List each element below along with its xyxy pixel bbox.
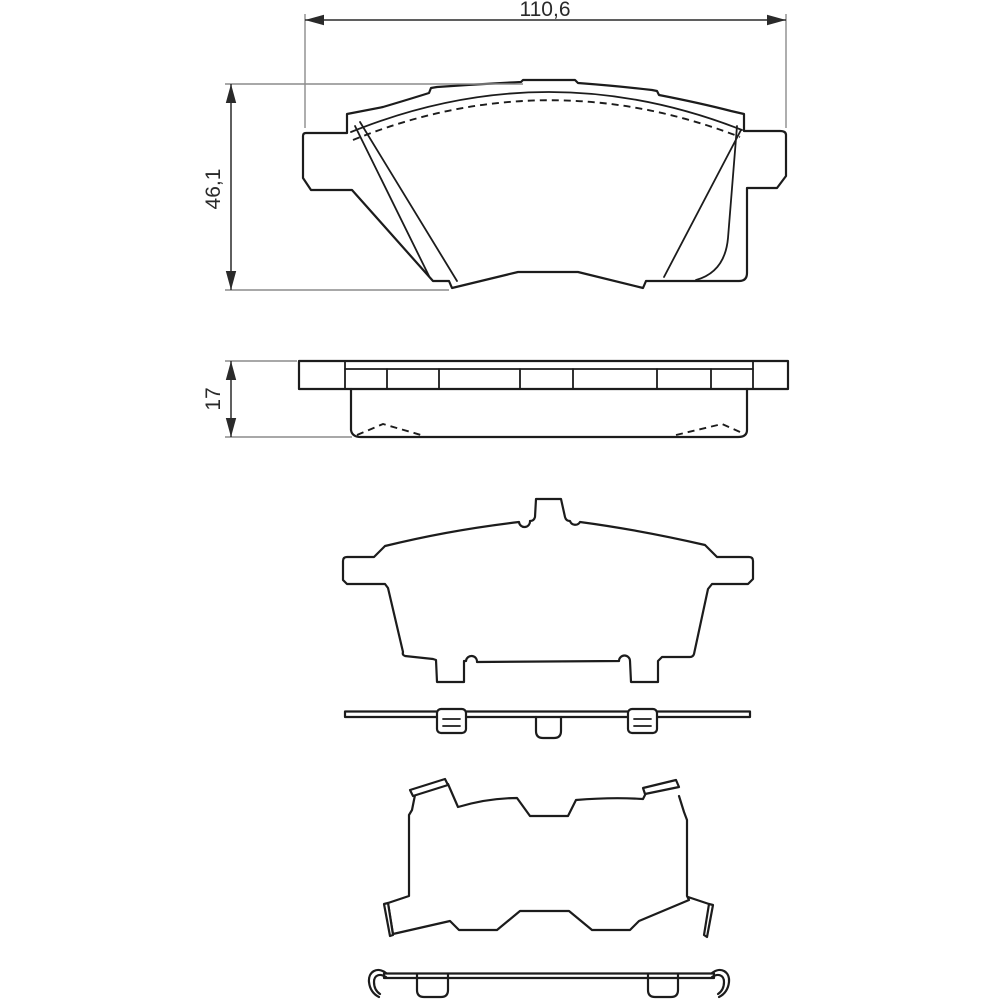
retainer-partial-view — [369, 970, 729, 997]
friction-block — [351, 389, 747, 437]
shim-plate-contour — [388, 784, 709, 934]
backplate-contour — [343, 499, 753, 682]
left-clip — [437, 709, 466, 733]
extension-line — [225, 84, 523, 290]
pad-rear-view — [303, 80, 786, 288]
friction-chamfer-left — [357, 424, 421, 435]
clip-body — [437, 709, 466, 733]
shim-strip-view — [345, 709, 750, 738]
thickness-dimension-label: 17 — [202, 387, 225, 411]
arrowhead-bottom — [226, 418, 236, 437]
arrowhead-bottom — [226, 271, 236, 290]
corner-tab-bottom-left — [384, 903, 393, 936]
corner-tab-top-left — [410, 779, 448, 796]
friction-right-chamfer — [664, 126, 741, 280]
shim-plate-view — [384, 779, 713, 937]
corner-tab-top-right — [643, 780, 679, 794]
arrowhead-top — [226, 84, 236, 103]
friction-wear-line — [353, 100, 740, 140]
friction-left-chamfer — [355, 122, 457, 281]
retainer-bar — [384, 974, 714, 979]
friction-chamfer-right — [676, 424, 740, 435]
clip-body — [628, 709, 657, 733]
width-dimension-label: 110,6 — [519, 0, 571, 21]
dimension-height — [202, 84, 523, 290]
backplate-strip — [299, 361, 788, 389]
pad-side-view — [299, 361, 788, 437]
arrowhead-left — [305, 15, 324, 25]
corner-tab-bottom-right — [704, 904, 713, 937]
center-tab — [536, 717, 561, 738]
arrowhead-top — [226, 361, 236, 380]
arrowhead-right — [767, 15, 786, 25]
shim-strip-bar — [345, 712, 750, 718]
backplate-outline-view — [343, 499, 753, 682]
extension-line — [305, 14, 786, 128]
height-dimension-label: 46,1 — [202, 168, 225, 210]
right-clip — [628, 709, 657, 733]
